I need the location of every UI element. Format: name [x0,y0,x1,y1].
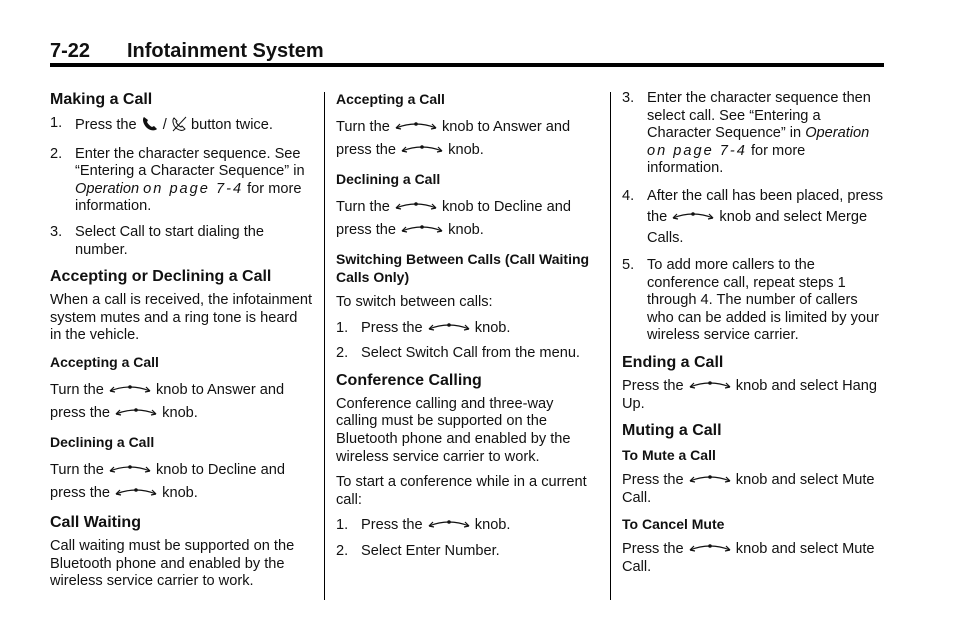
accepting-call-heading: Accepting a Call [336,91,445,107]
step-3 [50,224,312,259]
step-number: 4. [622,187,635,204]
tune-knob-icon [427,517,471,531]
tune-knob-icon [427,320,471,334]
making-call-heading: Making a Call [50,91,153,108]
text: knob to Answer and press the [336,119,571,158]
text: Turn the [336,199,390,215]
column-3 [622,90,884,585]
text: Press the [622,541,684,558]
tune-knob-icon [114,405,158,419]
phone-icon [141,115,159,138]
cross-reference-page: on page 7-4 [647,142,747,159]
switching-steps [336,320,598,363]
step-text: button twice. [190,117,273,133]
accepting-call-text [50,379,312,425]
declining-call-text [50,459,312,505]
step-number: 5. [622,256,635,273]
conference-steps [336,517,598,560]
step-number: 1. [336,319,349,336]
tune-knob-icon [108,462,152,476]
cross-reference: Operation [75,180,144,197]
ending-call-heading: Ending a Call [622,353,724,371]
step-1 [336,320,598,338]
column-2 [336,90,598,569]
text: knob to Answer and press the [50,381,285,421]
step-text: for more information. [75,180,302,215]
text: Turn the [336,119,390,135]
step-separator: / [162,117,167,133]
step-2 [336,543,598,561]
step-1 [50,115,312,138]
step-text: knob. [474,517,511,534]
conference-steps-continued [622,90,884,345]
accepting-call-text [336,116,598,162]
step-3 [622,90,884,178]
step-4 [622,186,884,249]
tune-knob-icon [400,222,444,236]
step-text: To add more callers to the conference call, repeat steps 1 through 4. The number of callers who can be added is limited by your wireless service carrier. [647,256,880,344]
cancel-mute-text [622,541,884,576]
text: knob to Decline and press the [50,461,285,501]
text: Turn the [50,461,104,478]
step-text: for more information. [647,142,806,177]
step-number: 2. [50,145,63,162]
text: knob. [162,484,198,501]
declining-call-heading: Declining a Call [50,433,155,450]
step-text: Press the [361,517,423,534]
step-text: Press the [361,319,423,336]
accepting-call-heading: Accepting a Call [50,353,159,370]
step-text: knob and select Merge Calls. [647,208,868,246]
step-number: 1. [336,517,349,534]
accept-decline-intro: When a call is received, the infotainment system mutes and a ring tone is heard in the vehicle. [50,292,313,344]
tune-knob-icon [400,142,444,156]
text: Turn the [50,381,104,398]
step-text: Select Call to start dialing the number. [75,223,265,258]
tune-knob-icon [688,541,732,555]
tune-knob-icon [671,209,715,223]
mute-phone-icon [171,116,187,138]
step-text: After the call has been placed, press the [647,187,884,225]
tune-knob-icon [114,485,158,499]
step-2 [50,146,312,216]
call-waiting-heading: Call Waiting [50,513,141,531]
tune-knob-icon [108,382,152,396]
page-number: 7-22 [50,40,91,62]
step-text: Enter the character sequence then select call. See “Entering a Character Sequence” in [647,90,871,142]
step-number: 3. [622,90,635,106]
conference-calling-heading: Conference Calling [336,371,482,389]
tune-knob-icon [394,119,438,133]
step-text: knob. [474,319,511,336]
section-title: Infotainment System [127,40,324,62]
declining-call-heading: Declining a Call [336,171,441,187]
accept-decline-heading: Accepting or Declining a Call [50,268,272,286]
tune-knob-icon [394,199,438,213]
muting-call-heading: Muting a Call [622,422,722,440]
text: Press the [622,472,684,489]
tune-knob-icon [688,378,732,392]
switching-intro: To switch between calls: [336,294,493,310]
step-text: Press the [75,117,137,133]
step-2 [336,345,598,363]
tune-knob-icon [688,472,732,486]
column-divider [610,92,611,600]
column-divider [324,92,325,600]
making-call-steps [50,115,312,259]
text: Press the [622,377,684,394]
text: knob and select Hang Up. [622,377,877,412]
step-text: Select Switch Call from the menu. [361,345,580,362]
declining-call-text [336,196,598,242]
column-1 [50,90,312,599]
text: knob and select Mute Call. [622,472,875,506]
step-number: 2. [336,542,349,559]
step-text: Enter the character sequence. See “Entering a Character Sequence” in [75,145,305,180]
step-number: 3. [50,223,63,240]
cancel-mute-heading: To Cancel Mute [622,516,725,533]
switching-calls-heading: Switching Between Calls (Call Waiting Calls Only) [336,251,590,285]
header-rule [50,63,884,67]
text: knob and select Mute Call. [622,541,875,575]
to-mute-heading: To Mute a Call [622,447,716,464]
page-header [50,38,884,68]
mute-call-text [622,472,884,507]
ending-call-text [622,378,884,413]
step-text: Select Enter Number. [361,542,500,559]
text: knob. [448,142,484,158]
text: knob to Decline and press the [336,199,571,238]
cross-reference-page: on page 7-4 [143,180,244,197]
cross-reference: Operation [805,125,870,142]
conference-text: Conference calling and three-way calling must be supported on the Bluetooth phone and enabled by the wireless service carrier to work. [336,395,571,465]
step-5 [622,257,884,345]
call-waiting-text: Call waiting must be supported on the Bluetooth phone and enabled by the wireless service carrier to work. [50,537,295,590]
step-1 [336,517,598,535]
text: knob. [162,404,198,421]
step-number: 1. [50,115,63,131]
step-number: 2. [336,345,349,362]
conference-intro: To start a conference while in a current call: [336,474,587,508]
text: knob. [448,222,484,238]
